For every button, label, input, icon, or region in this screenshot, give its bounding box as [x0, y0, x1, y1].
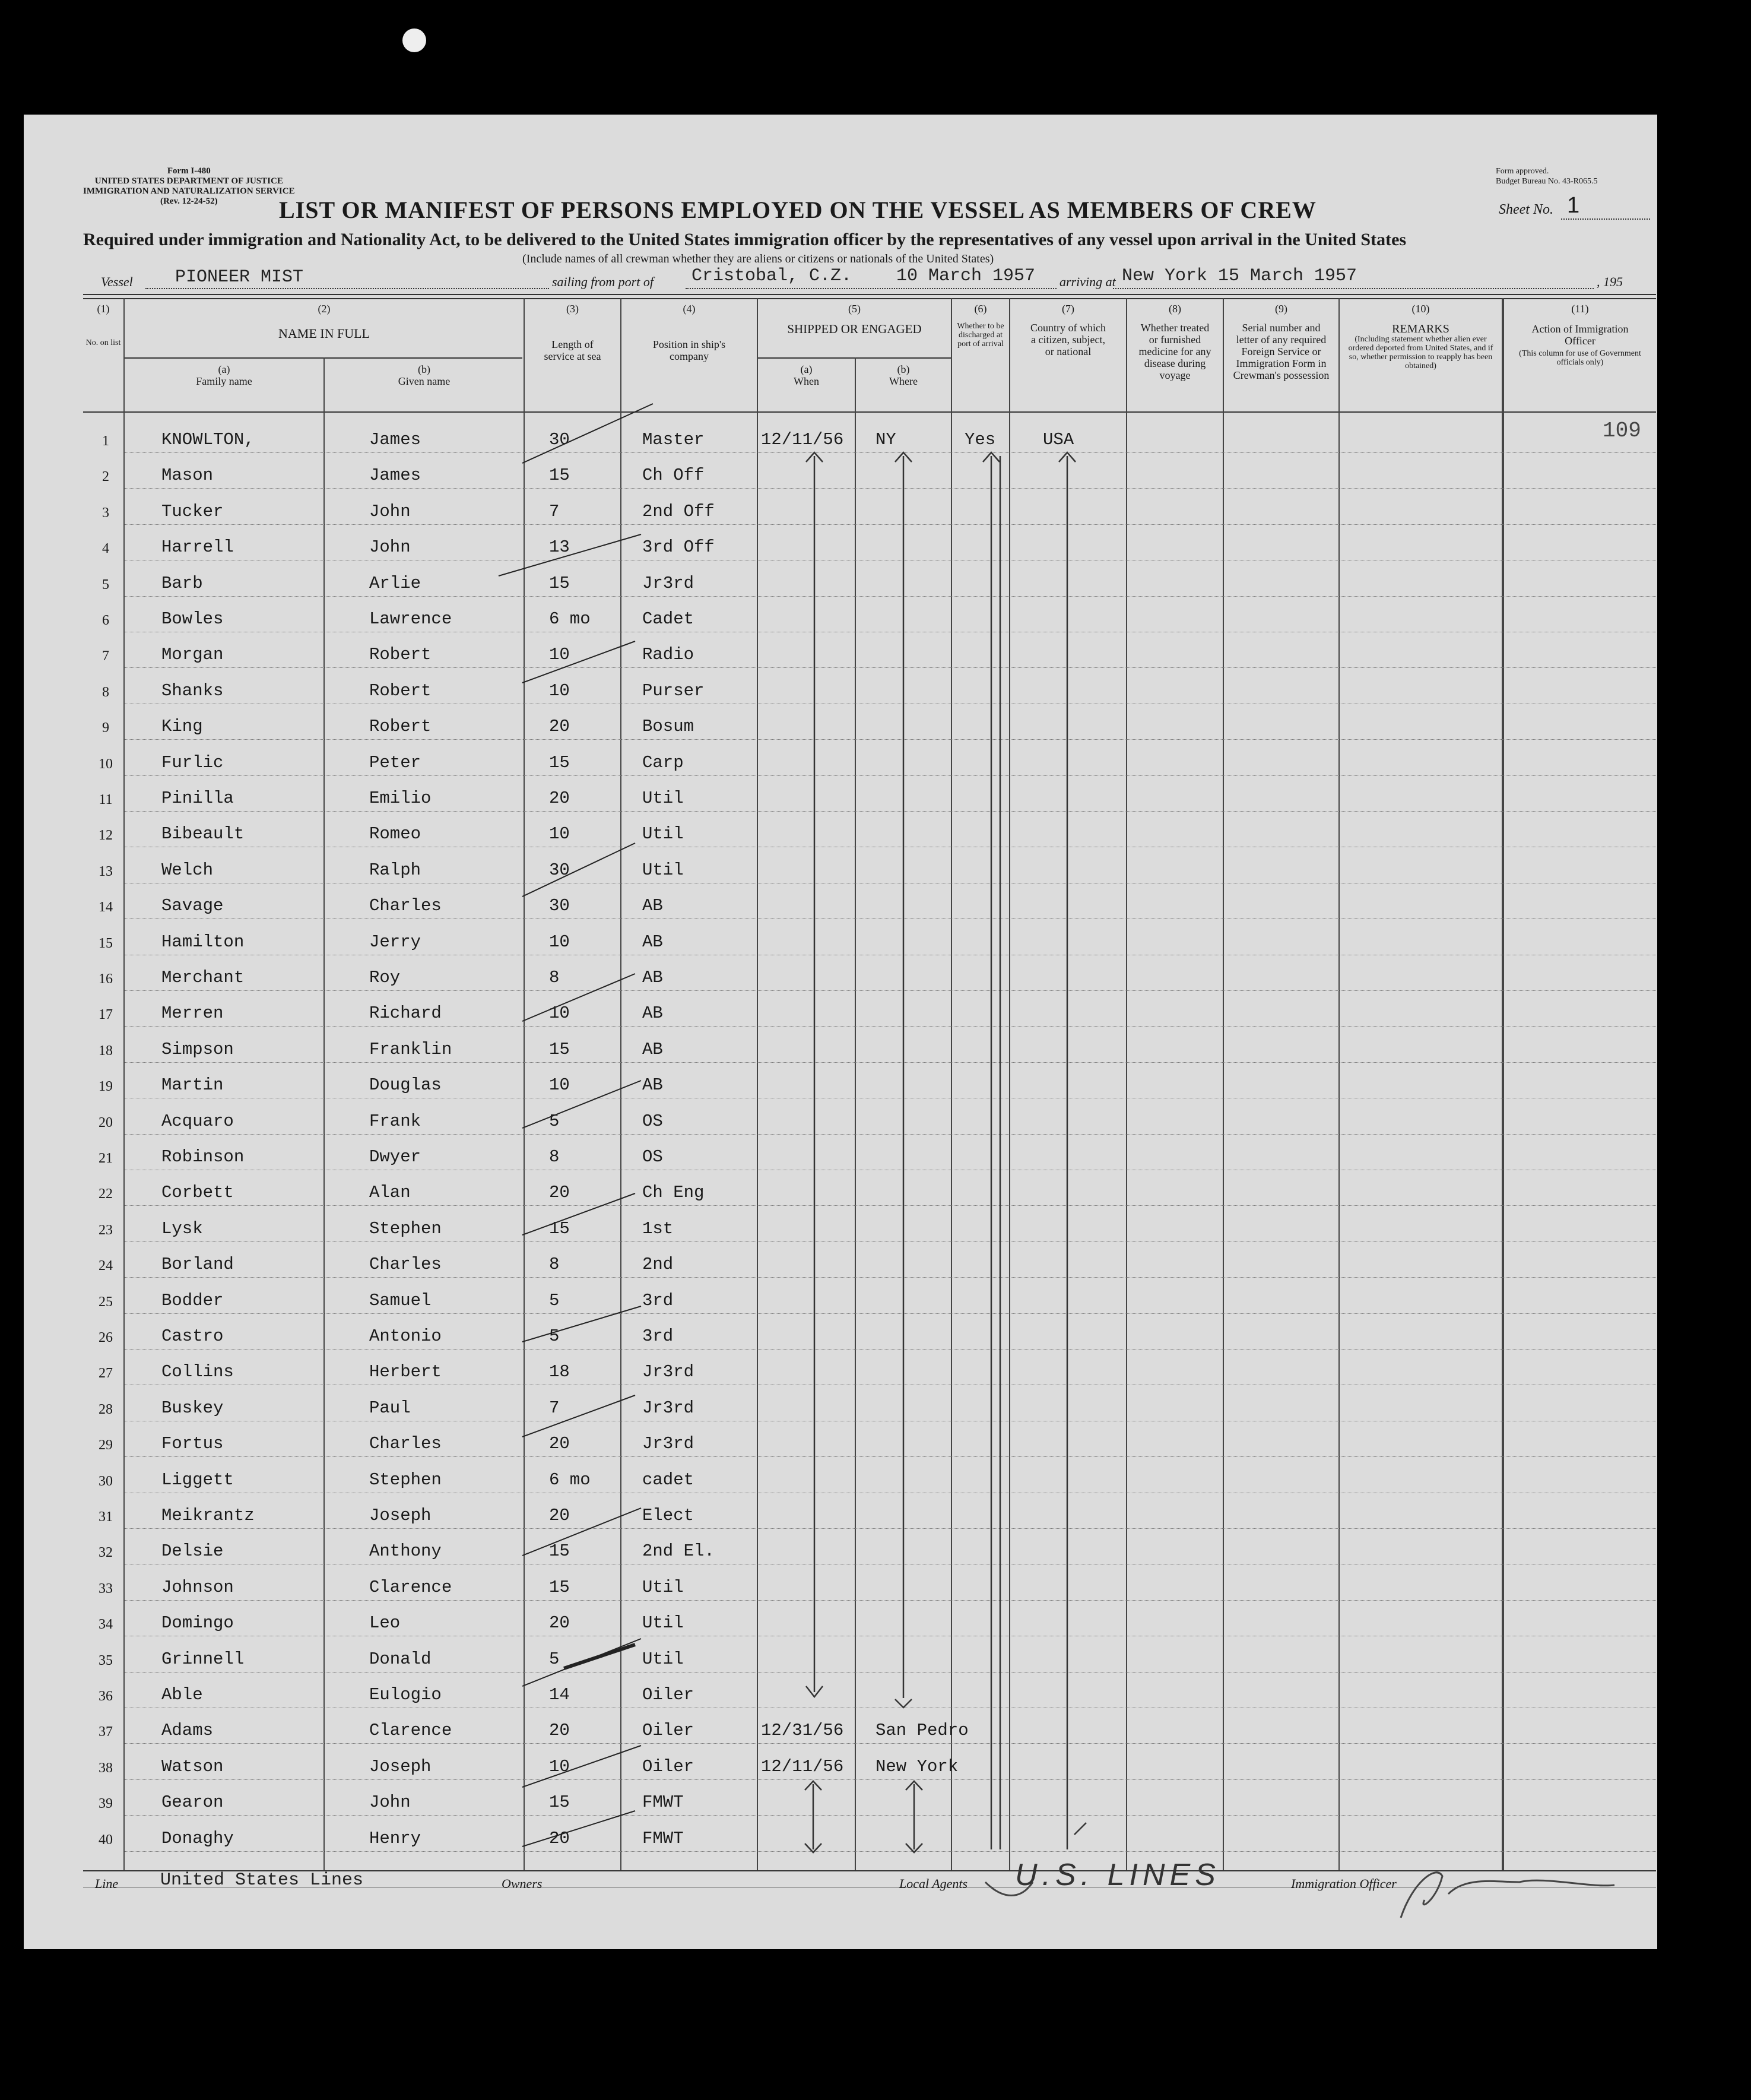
check-mark-icon [1074, 1823, 1086, 1835]
col11-label: Action of Immigration Officer [1531, 323, 1629, 347]
crew-service-cell: 15 [549, 1541, 570, 1561]
row-number: 20 [99, 1114, 113, 1130]
col3-num: (3) [566, 303, 579, 315]
crew-family-cell: Buskey [161, 1398, 224, 1418]
row-number: 38 [99, 1760, 113, 1776]
crew-family-cell: King [161, 717, 203, 737]
crew-service-cell: 5 [549, 1290, 560, 1310]
row-number: 25 [99, 1294, 113, 1310]
officer-signature [1401, 1873, 1614, 1918]
crew-position-cell: 1st [642, 1218, 674, 1239]
crew-family-cell: Castro [161, 1326, 224, 1346]
crew-given-cell: John [369, 537, 411, 558]
crew-service-cell: 10 [549, 645, 570, 665]
action-stamp: 109 [1603, 419, 1641, 443]
row-number: 28 [99, 1401, 113, 1417]
crew-service-cell: 15 [549, 573, 570, 593]
crew-family-cell: Savage [161, 896, 224, 916]
line-label: Line [95, 1876, 119, 1891]
row-number: 30 [99, 1473, 113, 1489]
row-number: 26 [99, 1330, 113, 1345]
crew-family-cell: Fortus [161, 1434, 224, 1454]
crew-service-cell: 8 [549, 1147, 560, 1167]
crew-given-cell: Charles [369, 1255, 442, 1275]
col7-label: Country of which a citizen, subject, or national [1030, 322, 1106, 357]
crew-given-cell: Eulogio [369, 1685, 442, 1705]
crew-given-cell: Frank [369, 1111, 421, 1131]
crew-position-cell: Purser [642, 680, 705, 701]
crew-position-cell: Oiler [642, 1721, 694, 1741]
crew-family-cell: Merren [161, 1003, 224, 1024]
row-number: 3 [102, 505, 109, 521]
crew-family-cell: Watson [161, 1756, 224, 1776]
crew-position-cell: 3rd [642, 1290, 674, 1310]
row-number: 34 [99, 1617, 113, 1633]
crew-family-cell: Delsie [161, 1541, 224, 1561]
crew-service-cell: 20 [549, 1828, 570, 1848]
col5-num: (5) [848, 303, 861, 315]
crew-position-cell: Util [642, 1613, 684, 1633]
col5-label: SHIPPED OR ENGAGED [787, 322, 922, 336]
col9-num: (9) [1275, 303, 1287, 315]
row-number: 2 [102, 469, 109, 485]
crew-service-cell: 15 [549, 1577, 570, 1597]
crew-service-cell: 20 [549, 1506, 570, 1525]
row-number: 23 [99, 1222, 113, 1238]
crew-service-cell: 10 [549, 680, 570, 701]
row-number: 27 [99, 1366, 113, 1382]
crew-family-cell: Liggett [161, 1469, 234, 1490]
crew-service-cell: 8 [549, 1255, 560, 1275]
crew-given-cell: Romeo [369, 824, 421, 844]
crew-given-cell: Clarence [369, 1721, 452, 1741]
crew-where-cell: New York [876, 1756, 959, 1776]
col11-note: (This column for use of Government officials only) [1519, 349, 1641, 367]
crew-family-cell: Able [161, 1685, 203, 1705]
col5b-num: (b) [897, 363, 910, 375]
crew-service-cell: 5 [549, 1649, 560, 1669]
sheet-number: 1 [1567, 193, 1580, 218]
crew-service-cell: 18 [549, 1362, 570, 1382]
crew-position-cell: Ch Eng [642, 1183, 705, 1203]
crew-family-cell: Morgan [161, 645, 224, 665]
crew-position-cell: OS [642, 1111, 663, 1131]
include-note: (Include names of all crewman whether they are aliens or citizens or nationals of the United States) [522, 252, 994, 265]
col5b-label: Where [889, 375, 918, 387]
crew-position-cell: 3rd Off [642, 537, 715, 558]
crew-service-cell: 10 [549, 824, 570, 844]
row-number: 39 [99, 1796, 113, 1812]
row-number: 5 [102, 577, 109, 593]
crew-position-cell: Carp [642, 752, 684, 772]
crew-service-cell: 15 [549, 1792, 570, 1813]
crew-given-cell: John [369, 1792, 411, 1813]
crew-family-cell: Harrell [161, 537, 234, 558]
crew-family-cell: Pinilla [161, 788, 234, 808]
row-number: 19 [99, 1079, 113, 1095]
row-number: 18 [99, 1043, 113, 1059]
crew-family-cell: Donaghy [161, 1828, 234, 1848]
row-number: 6 [102, 613, 109, 628]
col11-num: (11) [1571, 303, 1589, 315]
crew-given-cell: Samuel [369, 1290, 432, 1310]
col5a-label: When [794, 375, 819, 387]
sheet-label: Sheet No. [1499, 202, 1553, 217]
crew-service-cell: 7 [549, 501, 560, 521]
page-title: LIST OR MANIFEST OF PERSONS EMPLOYED ON THE VESSEL AS MEMBERS OF CREW [279, 197, 1317, 223]
crew-given-cell: Emilio [369, 788, 432, 808]
crew-given-cell: Douglas [369, 1075, 442, 1095]
crew-position-cell: Master [642, 430, 705, 449]
col4-label: Position in ship's company [652, 338, 726, 362]
crew-given-cell: Paul [369, 1398, 411, 1418]
crew-given-cell: Robert [369, 645, 432, 665]
crew-position-cell: 3rd [642, 1326, 674, 1346]
crew-given-cell: Dwyer [369, 1147, 421, 1167]
form-number: Form I-480 [167, 166, 211, 176]
col2a-num: (a) [218, 363, 230, 375]
crew-given-cell: Robert [369, 680, 432, 701]
sailing-label: sailing from port of [552, 274, 654, 289]
crew-position-cell: Util [642, 788, 684, 808]
revision: (Rev. 12-24-52) [160, 197, 218, 206]
crew-position-cell: FMWT [642, 1828, 684, 1848]
col8-num: (8) [1169, 303, 1181, 315]
crew-given-cell: James [369, 430, 421, 449]
crew-position-cell: Jr3rd [642, 573, 694, 593]
row-number: 37 [99, 1724, 113, 1740]
crew-family-cell: Johnson [161, 1577, 234, 1597]
arriving-port-date: New York 15 March 1957 [1122, 266, 1357, 286]
row-number: 9 [102, 720, 109, 736]
row-number: 21 [99, 1151, 113, 1166]
row-number: 29 [99, 1437, 113, 1453]
row-number: 15 [99, 935, 113, 951]
crew-family-cell: Welch [161, 860, 214, 880]
crew-service-cell: 14 [549, 1685, 570, 1705]
crew-service-cell: 13 [549, 537, 570, 558]
vessel-name: PIONEER MIST [175, 267, 304, 287]
crew-given-cell: Ralph [369, 860, 421, 880]
col10-num: (10) [1411, 303, 1430, 315]
col2b-label: Given name [398, 375, 451, 387]
crew-family-cell: Adams [161, 1721, 214, 1741]
crew-where-cell: San Pedro [876, 1721, 969, 1741]
crew-family-cell: Meikrantz [161, 1506, 255, 1525]
crew-family-cell: Acquaro [161, 1111, 234, 1131]
crew-service-cell: 15 [549, 465, 570, 486]
department: UNITED STATES DEPARTMENT OF JUSTICE [94, 176, 283, 186]
crew-family-cell: Corbett [161, 1183, 234, 1203]
agents-label: Local Agents [899, 1876, 968, 1891]
crew-given-cell: Stephen [369, 1218, 442, 1239]
crew-position-cell: 2nd Off [642, 501, 715, 521]
crew-service-cell: 10 [549, 932, 570, 952]
crew-when-cell: 12/31/56 [761, 1721, 844, 1741]
crew-service-cell: 15 [549, 752, 570, 772]
tally-strokes [499, 404, 653, 1846]
crew-given-cell: Alan [369, 1183, 411, 1203]
crew-discharged-cell: Yes [965, 430, 996, 449]
owners-label: Owners [502, 1876, 543, 1891]
row-number: 12 [99, 828, 113, 844]
crew-position-cell: 2nd [642, 1255, 674, 1275]
col10-label: REMARKS [1392, 322, 1449, 335]
crew-service-cell: 20 [549, 717, 570, 737]
crew-family-cell: Gearon [161, 1792, 224, 1813]
row-number: 40 [99, 1832, 113, 1848]
crew-family-cell: Furlic [161, 752, 224, 772]
crew-family-cell: Barb [161, 573, 203, 593]
crew-given-cell: Franklin [369, 1039, 452, 1059]
col9-label: Serial number and letter of any required Foreign Service or Immigration Form in Crewman's possession [1233, 322, 1330, 381]
line-value: United States Lines [160, 1870, 364, 1890]
crew-given-cell: Jerry [369, 932, 421, 952]
crew-position-cell: Jr3rd [642, 1362, 694, 1382]
crew-service-cell: 6 mo [549, 1469, 591, 1490]
crew-given-cell: Peter [369, 752, 421, 772]
col2b-num: (b) [418, 363, 430, 375]
crew-service-cell: 15 [549, 1218, 570, 1239]
requirement-text: Required under immigration and Nationality Act, to be delivered to the United States immigration officer by the representatives of any vessel upon arrival in the United States [83, 230, 1407, 249]
crew-given-cell: Clarence [369, 1577, 452, 1597]
crew-position-cell: Bosum [642, 717, 694, 737]
col1-num: (1) [97, 303, 110, 315]
crew-given-cell: Robert [369, 717, 432, 737]
crew-service-cell: 20 [549, 788, 570, 808]
crew-position-cell: Jr3rd [642, 1398, 694, 1418]
crew-family-cell: Martin [161, 1075, 224, 1095]
crew-position-cell: AB [642, 896, 663, 916]
crew-position-cell: Util [642, 824, 684, 844]
crew-service-cell: 7 [549, 1398, 560, 1418]
crew-service-cell: 10 [549, 1075, 570, 1095]
col3-label: Length of service at sea [544, 338, 601, 362]
crew-service-cell: 8 [549, 968, 560, 987]
col6-label: Whether to be discharged at port of arrival [957, 322, 1004, 349]
crew-position-cell: Oiler [642, 1685, 694, 1705]
crew-family-cell: Mason [161, 465, 214, 486]
crew-family-cell: Bowles [161, 609, 224, 629]
bureau-number: Budget Bureau No. 43-R065.5 [1496, 177, 1598, 186]
crew-service-cell: 20 [549, 1721, 570, 1741]
year-suffix: , 195 [1597, 274, 1623, 289]
crew-given-cell: Leo [369, 1613, 401, 1633]
col4-num: (4) [683, 303, 696, 315]
col5a-num: (a) [800, 363, 813, 375]
service: IMMIGRATION AND NATURALIZATION SERVICE [83, 186, 295, 196]
crew-family-cell: Bibeault [161, 824, 245, 844]
crew-position-cell: Cadet [642, 609, 694, 629]
crew-given-cell: Henry [369, 1828, 421, 1848]
crew-given-cell: Lawrence [369, 609, 452, 629]
crew-family-cell: Domingo [161, 1613, 234, 1633]
col6-num: (6) [974, 303, 987, 315]
crew-position-cell: FMWT [642, 1792, 684, 1813]
crew-service-cell: 30 [549, 430, 570, 449]
crew-family-cell: Bodder [161, 1290, 224, 1310]
approval-line: Form approved. [1496, 167, 1549, 176]
row-number: 4 [102, 541, 109, 557]
col2-num: (2) [318, 303, 331, 315]
row-number: 14 [99, 899, 113, 916]
col7-num: (7) [1062, 303, 1074, 315]
crew-position-cell: AB [642, 1075, 663, 1095]
crew-given-cell: John [369, 501, 411, 521]
crew-given-cell: Charles [369, 896, 442, 916]
crew-family-cell: Robinson [161, 1147, 245, 1167]
crew-position-cell: AB [642, 1039, 663, 1059]
crew-country-cell: USA [1043, 430, 1074, 449]
crew-position-cell: Ch Off [642, 465, 705, 486]
row-number: 8 [102, 684, 109, 700]
crew-position-cell: cadet [642, 1469, 694, 1490]
crew-family-cell: Tucker [161, 501, 224, 521]
crew-service-cell: 30 [549, 860, 570, 880]
col2a-label: Family name [196, 375, 252, 387]
row-number: 33 [99, 1580, 113, 1597]
row-number: 11 [99, 792, 113, 807]
crew-position-cell: Util [642, 1649, 684, 1669]
crew-when-cell: 12/11/56 [761, 430, 844, 449]
crew-service-cell: 6 mo [549, 609, 591, 629]
row-number: 13 [99, 863, 113, 879]
crew-given-cell: Roy [369, 968, 401, 987]
crew-when-cell: 12/11/56 [761, 1756, 844, 1776]
crew-family-cell: KNOWLTON, [161, 430, 255, 449]
officer-label: Immigration Officer [1291, 1876, 1397, 1891]
crew-position-cell: AB [642, 1003, 663, 1024]
crew-given-cell: Richard [369, 1003, 442, 1024]
crew-position-cell: Util [642, 860, 684, 880]
crew-service-cell: 5 [549, 1326, 560, 1346]
crew-given-cell: Joseph [369, 1756, 432, 1776]
crew-service-cell: 5 [549, 1111, 560, 1131]
row-number: 7 [102, 648, 109, 664]
row-number: 35 [99, 1652, 113, 1668]
crew-service-cell: 30 [549, 896, 570, 916]
arriving-label: arriving at [1060, 274, 1116, 289]
crew-position-cell: AB [642, 968, 663, 987]
crew-position-cell: Elect [642, 1506, 694, 1525]
sailing-date: 10 March 1957 [896, 266, 1036, 286]
crew-family-cell: Shanks [161, 680, 224, 701]
row-number: 24 [99, 1258, 113, 1274]
crew-family-cell: Lysk [161, 1218, 203, 1239]
col10-note: (Including statement whether alien ever ordered deported from United States, and if so, whether permission to reapply has been obtained) [1348, 335, 1493, 370]
crew-given-cell: James [369, 465, 421, 486]
row-number: 36 [99, 1689, 113, 1704]
crew-family-cell: Hamilton [161, 932, 245, 952]
crew-given-cell: Charles [369, 1434, 442, 1454]
crew-given-cell: Arlie [369, 573, 421, 593]
crew-position-cell: OS [642, 1147, 663, 1167]
crew-family-cell: Collins [161, 1362, 234, 1382]
crew-position-cell: Radio [642, 645, 694, 665]
row-number: 16 [99, 971, 113, 987]
crew-given-cell: Donald [369, 1649, 432, 1669]
crew-position-cell: 2nd El. [642, 1541, 715, 1561]
sailing-port: Cristobal, C.Z. [691, 266, 852, 286]
crew-family-cell: Merchant [161, 968, 245, 987]
arrow-down-icon [895, 1699, 912, 1708]
col2-label: NAME IN FULL [278, 326, 370, 341]
vessel-label: Vessel [101, 274, 133, 289]
crew-where-cell: NY [876, 430, 896, 449]
crew-service-cell: 20 [549, 1434, 570, 1454]
row-number: 31 [99, 1509, 113, 1525]
crew-given-cell: Antonio [369, 1326, 442, 1346]
col1-label: No. on list [85, 338, 121, 347]
crew-service-cell: 10 [549, 1003, 570, 1024]
crew-position-cell: Oiler [642, 1756, 694, 1776]
crew-position-cell: AB [642, 932, 663, 952]
agents-value: U.S. LINES [1015, 1858, 1220, 1892]
crew-given-cell: Joseph [369, 1506, 432, 1525]
crew-service-cell: 20 [549, 1183, 570, 1203]
crew-given-cell: Stephen [369, 1469, 442, 1490]
row-number: 1 [102, 433, 109, 449]
crew-given-cell: Anthony [369, 1541, 442, 1561]
row-number: 10 [99, 756, 113, 772]
crew-position-cell: Jr3rd [642, 1434, 694, 1454]
crew-position-cell: Util [642, 1577, 684, 1597]
crew-service-cell: 20 [549, 1613, 570, 1633]
crew-family-cell: Simpson [161, 1039, 234, 1059]
crew-service-cell: 10 [549, 1756, 570, 1776]
crew-family-cell: Grinnell [161, 1649, 245, 1669]
row-number: 22 [99, 1186, 113, 1202]
crew-family-cell: Borland [161, 1255, 234, 1275]
crew-service-cell: 15 [549, 1039, 570, 1059]
row-number: 17 [99, 1007, 113, 1023]
crew-given-cell: Herbert [369, 1362, 442, 1382]
row-number: 32 [99, 1545, 113, 1561]
col8-label: Whether treated or furnished medicine for any disease during voyage [1138, 322, 1211, 381]
